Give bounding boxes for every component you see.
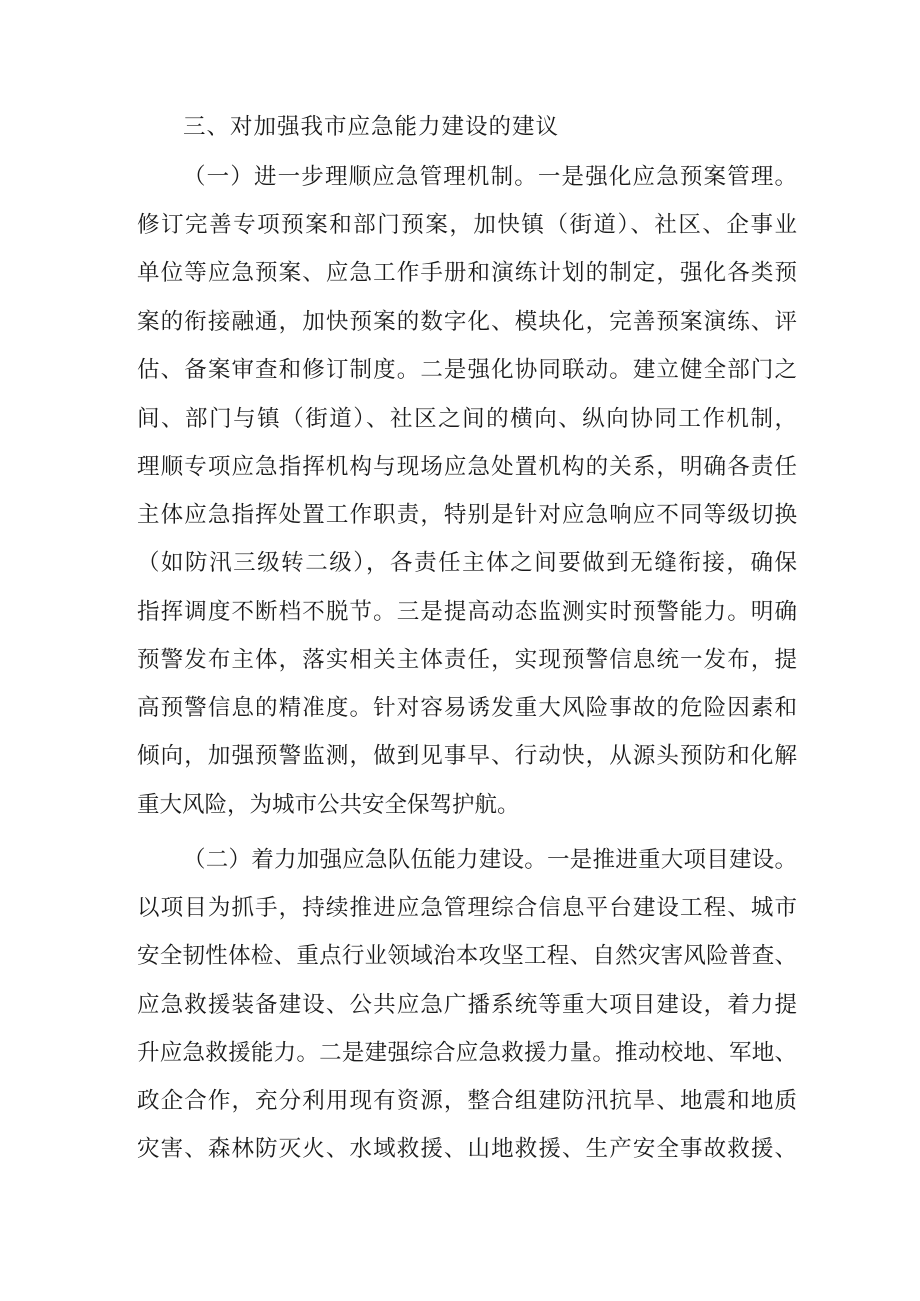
paragraph-line: 修订完善专项预案和部门预案，加快镇（街道）、社区、企事业	[137, 212, 797, 238]
paragraph-line: 案的衔接融通，加快预案的数字化、模块化，完善预案演练、评	[137, 309, 797, 335]
paragraph-line: 高预警信息的精准度。针对容易诱发重大风险事故的危险因素和	[137, 695, 797, 721]
paragraph-line: 估、备案审查和修订制度。二是强化协同联动。建立健全部门之	[137, 357, 797, 383]
paragraph-line: 间、部门与镇（街道）、社区之间的横向、纵向协同工作机制，	[137, 406, 797, 432]
paragraph-line: （二）着力加强应急队伍能力建设。一是推进重大项目建设。	[183, 847, 797, 873]
paragraph-line: 指挥调度不断档不脱节。三是提高动态监测实时预警能力。明确	[137, 599, 797, 625]
paragraph-line: 安全韧性体检、重点行业领域治本攻坚工程、自然灾害风险普查、	[137, 943, 797, 969]
paragraph-line: 预警发布主体，落实相关主体责任，实现预警信息统一发布，提	[137, 647, 797, 673]
paragraph-line: 灾害、森林防灭火、水域救援、山地救援、生产安全事故救援、	[137, 1136, 797, 1162]
paragraph-line: 倾向，加强预警监测，做到见事早、行动快，从源头预防和化解	[137, 743, 797, 769]
paragraph-line: （一）进一步理顺应急管理机制。一是强化应急预案管理。	[183, 164, 797, 190]
paragraph-line: 理顺专项应急指挥机构与现场应急处置机构的关系，明确各责任	[137, 454, 797, 480]
paragraph-line: 主体应急指挥处置工作职责，特别是针对应急响应不同等级切换	[137, 502, 797, 528]
paragraph-line: 升应急救援能力。二是建强综合应急救援力量。推动校地、军地、	[137, 1040, 797, 1066]
paragraph-line: 单位等应急预案、应急工作手册和演练计划的制定，强化各类预	[137, 260, 797, 286]
paragraph-line: 重大风险，为城市公共安全保驾护航。	[137, 792, 520, 818]
section-heading: 三、对加强我市应急能力建设的建议	[183, 114, 560, 140]
paragraph-line: （如防汛三级转二级），各责任主体之间要做到无缝衔接，确保	[137, 550, 797, 576]
paragraph-line: 政企合作，充分利用现有资源，整合组建防汛抗旱、地震和地质	[137, 1088, 797, 1114]
paragraph-line: 以项目为抓手，持续推进应急管理综合信息平台建设工程、城市	[137, 895, 797, 921]
paragraph-line: 应急救援装备建设、公共应急广播系统等重大项目建设，着力提	[137, 992, 797, 1018]
